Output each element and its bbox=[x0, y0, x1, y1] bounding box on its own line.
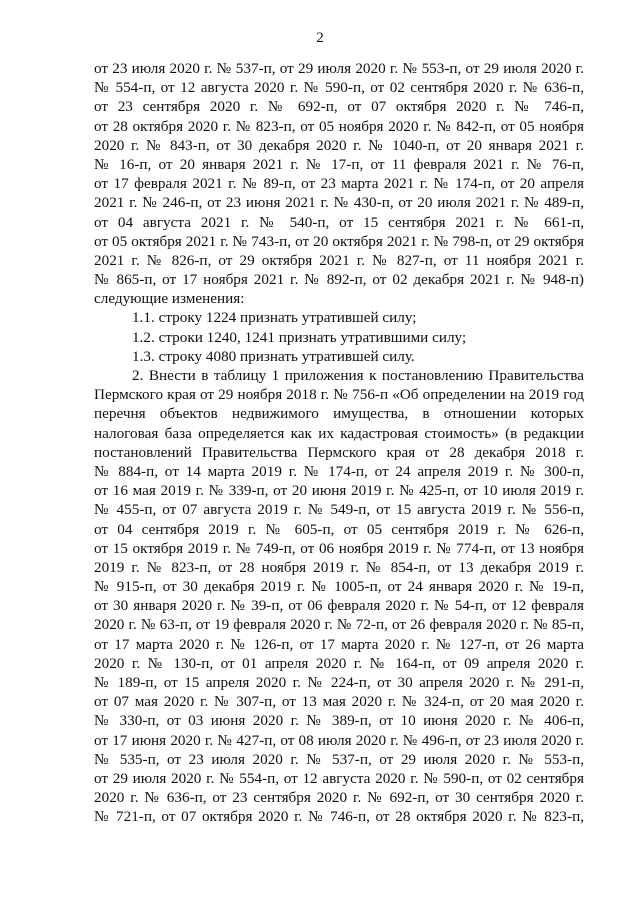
text-line: № 721-п, от 07 октября 2020 г. № 746-п, от 28 октября 2020 г. № 823-п, bbox=[94, 808, 584, 826]
text-line: 1.3. строку 4080 признать утратившей силу. bbox=[132, 347, 415, 365]
text-line: 2020 г. № 843-п, от 30 декабря 2020 г. № 1040-п, от 20 января 2021 г. bbox=[94, 136, 584, 154]
text-line: от 23 сентября 2020 г. № 692-п, от 07 октября 2020 г. № 746-п, bbox=[94, 98, 584, 116]
text-line: 2019 г. № 823-п, от 28 ноября 2019 г. № 854-п, от 13 декабря 2019 г. bbox=[94, 558, 584, 576]
text-line: 1.1. строку 1224 признать утратившей силу; bbox=[132, 309, 417, 327]
text-line: от 28 октября 2020 г. № 823-п, от 05 ноября 2020 г. № 842-п, от 05 ноября bbox=[94, 117, 584, 135]
text-line: от 29 июля 2020 г. № 554-п, от 12 августа 2020 г. № 590-п, от 02 сентября bbox=[94, 769, 584, 787]
text-line: № 884-п, от 14 марта 2019 г. № 174-п, от 24 апреля 2019 г. № 300-п, bbox=[94, 462, 584, 480]
text-line: от 17 марта 2020 г. № 126-п, от 17 марта 2020 г. № 127-п, от 26 марта bbox=[94, 635, 584, 653]
text-line: от 04 августа 2021 г. № 540-п, от 15 сентября 2021 г. № 661-п, bbox=[94, 213, 584, 231]
text-line: 1.2. строки 1240, 1241 признать утратившими силу; bbox=[132, 328, 467, 346]
text-line: № 865-п, от 17 ноября 2021 г. № 892-п, от 02 декабря 2021 г. № 948-п) bbox=[94, 271, 584, 289]
document-body bbox=[94, 59, 584, 827]
text-line: № 189-п, от 15 апреля 2020 г. № 224-п, от 30 апреля 2020 г. № 291-п, bbox=[94, 674, 584, 691]
text-line: постановлений Правительства Пермского края от 28 декабря 2018 г. bbox=[94, 443, 584, 461]
text-line: № 535-п, от 23 июля 2020 г. № 537-п, от 29 июля 2020 г. № 553-п, bbox=[94, 750, 584, 768]
text-line: № 554-п, от 12 августа 2020 г. № 590-п, от 02 сентября 2020 г. № 636-п, bbox=[94, 79, 584, 97]
text-line: 2020 г. № 63-п, от 19 февраля 2020 г. № 72-п, от 26 февраля 2020 г. № 85-п, bbox=[94, 616, 584, 634]
text-line: налоговая база определяется как их кадастровая стоимость» (в редакции bbox=[94, 424, 584, 442]
text-line: 2021 г. № 246-п, от 23 июня 2021 г. № 430-п, от 20 июля 2021 г. № 489-п, bbox=[94, 194, 584, 212]
text-line: № 915-п, от 30 декабря 2019 г. № 1005-п, от 24 января 2020 г. № 19-п, bbox=[94, 578, 584, 596]
text-line: перечня объектов недвижимого имущества, в отношении которых bbox=[94, 405, 584, 423]
text-line: следующие изменения: bbox=[94, 290, 245, 308]
text-line: от 04 сентября 2019 г. № 605-п, от 05 сентября 2019 г. № 626-п, bbox=[94, 520, 584, 538]
text-line: от 16 мая 2019 г. № 339-п, от 20 июня 2019 г. № 425-п, от 10 июля 2019 г. bbox=[94, 482, 584, 500]
text-line: 2. Внести в таблицу 1 приложения к постановлению Правительства bbox=[132, 367, 584, 384]
text-line: 2020 г. № 636-п, от 23 сентября 2020 г. № 692-п, от 30 сентября 2020 г. bbox=[94, 789, 584, 807]
text-line: от 07 мая 2020 г. № 307-п, от 13 мая 2020 г. № 324-п, от 20 мая 2020 г. bbox=[94, 693, 584, 711]
text-line: 2021 г. № 826-п, от 29 октября 2021 г. № 827-п, от 11 ноября 2021 г. bbox=[94, 251, 584, 269]
text-line: от 17 февраля 2021 г. № 89-п, от 23 марта 2021 г. № 174-п, от 20 апреля bbox=[94, 175, 584, 193]
text-line: от 17 июня 2020 г. № 427-п, от 08 июля 2020 г. № 496-п, от 23 июля 2020 г. bbox=[94, 731, 584, 749]
text-line: Пермского края от 29 ноября 2018 г. № 756-п «Об определении на 2019 год bbox=[94, 386, 584, 404]
text-line: № 16-п, от 20 января 2021 г. № 17-п, от 11 февраля 2021 г. № 76-п, bbox=[94, 155, 584, 173]
text-line: 2020 г. № 130-п, от 01 апреля 2020 г. № 164-п, от 09 апреля 2020 г. bbox=[94, 654, 584, 672]
text-line: № 330-п, от 03 июня 2020 г. № 389-п, от 10 июня 2020 г. № 406-п, bbox=[94, 712, 584, 730]
text-line: от 05 октября 2021 г. № 743-п, от 20 октября 2021 г. № 798-п, от 29 октября bbox=[94, 232, 584, 250]
text-line: от 30 января 2020 г. № 39-п, от 06 февраля 2020 г. № 54-п, от 12 февраля bbox=[94, 597, 584, 615]
page-number: 2 bbox=[316, 30, 324, 46]
text-line: от 15 октября 2019 г. № 749-п, от 06 ноября 2019 г. № 774-п, от 13 ноября bbox=[94, 539, 584, 557]
text-line: № 455-п, от 07 августа 2019 г. № 549-п, от 15 августа 2019 г. № 556-п, bbox=[94, 501, 584, 519]
text-line: от 23 июля 2020 г. № 537-п, от 29 июля 2020 г. № 553-п, от 29 июля 2020 г. bbox=[94, 60, 584, 77]
